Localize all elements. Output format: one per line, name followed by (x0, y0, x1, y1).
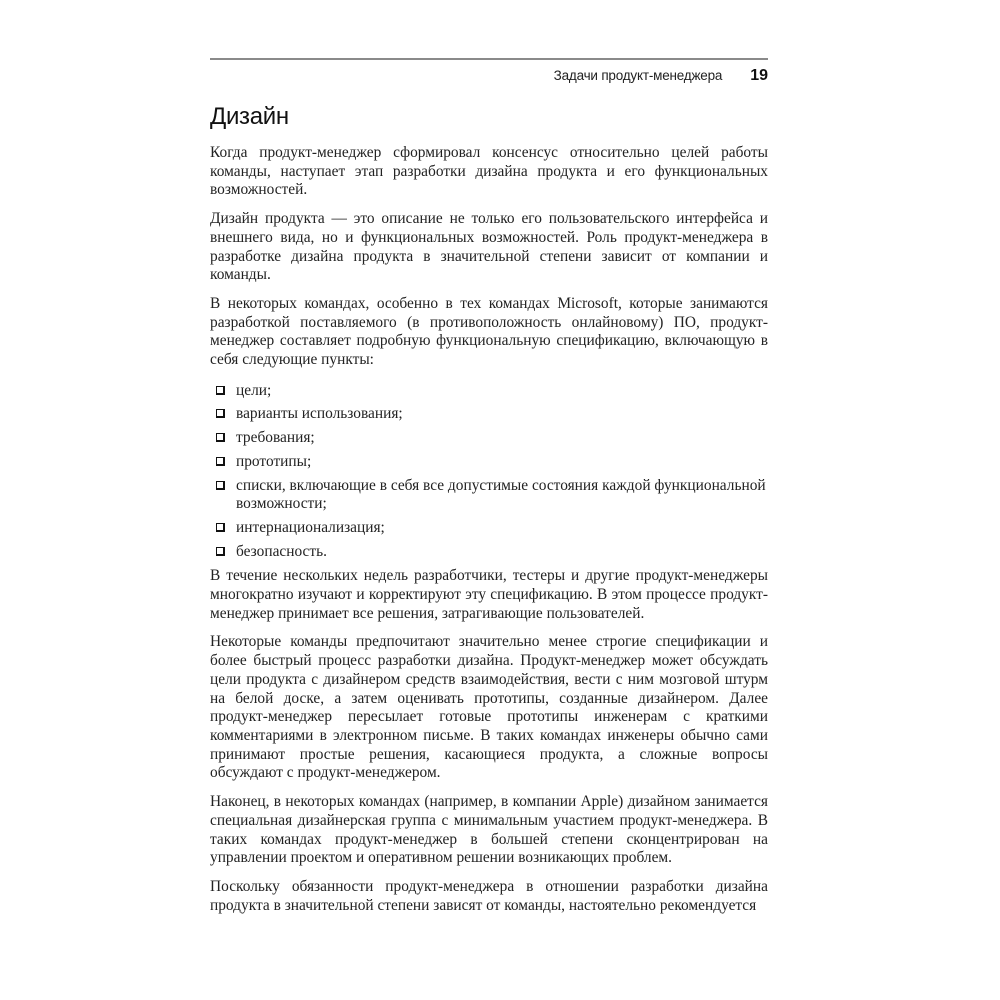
checkbox-icon (216, 457, 225, 466)
running-header (210, 67, 768, 87)
list-item: варианты использования; (210, 405, 768, 424)
checkbox-icon (216, 481, 225, 490)
list-item: прототипы; (210, 453, 768, 472)
body-text (210, 144, 768, 915)
checklist (210, 382, 768, 562)
paragraph: Наконец, в некоторых командах (например, в компании Apple) дизайном занимается специальная дизайнерская группа с минимальным участием продукт-менеджера. В таких командах продукт-менеджер в большей степени сконцентрирован на управлении проектом и оперативном решении возникающих проблем. (210, 793, 768, 867)
list-item: списки, включающие в себя все допустимые состояния каждой функциональной возможности; (210, 477, 768, 514)
checkbox-icon (216, 523, 225, 532)
section-title: Дизайн (210, 103, 289, 130)
list-item: цели; (210, 382, 768, 401)
checkbox-icon (216, 386, 225, 395)
paragraph: В некоторых командах, особенно в тех командах Microsoft, которые занимаются разработкой поставляемого (в противоположность онлайновому) ПО, продукт-менеджер составляет подробную функциональную спецификацию, включающую в себя следующие пункты: (210, 294, 768, 369)
list-item: требования; (210, 429, 768, 448)
checkbox-icon (216, 433, 225, 442)
paragraph: Когда продукт-менеджер сформировал консенсус относительно целей работы команды, наступает этап разработки дизайна продукта и его функциональных возможностей. (210, 144, 768, 199)
list-item: безопасность. (210, 543, 768, 562)
running-title: Задачи продукт-менеджера (553, 68, 723, 83)
paragraph: В течение нескольких недель разработчики, тестеры и другие продукт-менеджеры многократно изучают и корректируют эту спецификацию. В этом процессе продукт-менеджер принимает все решения, затрагивающие пользователей. (210, 567, 768, 622)
paragraph: Некоторые команды предпочитают значительно менее строгие спецификации и более быстрый процесс разработки дизайна. Продукт-менеджер может обсуждать цели продукта с дизайнером средств взаимодействия, вести с ним мозговой штурм на белой доске, а затем оценивать прототипы, созданные дизайнером. Далее продукт-менеджер пересылает готовые прототипы инженерам с краткими комментариями в электронном письме. В таких командах инженеры обычно сами принимают простые решения, касающиеся продукта, а сложные вопросы обсуждают с продукт-менеджером. (210, 633, 768, 782)
book-page (210, 58, 768, 915)
page-number: 19 (750, 67, 768, 84)
paragraph: Поскольку обязанности продукт-менеджера в отношении разработки дизайна продукта в значительной степени зависят от команды, настоятельно рекомендуется (210, 877, 768, 914)
header-rule (210, 58, 768, 60)
checkbox-icon (216, 547, 225, 556)
paragraph: Дизайн продукта — это описание не только его пользовательского интерфейса и внешнего вида, но и функциональных возможностей. Роль продукт-менеджера в разработке дизайна продукта в значительной степени зависит от компании и команды. (210, 210, 768, 284)
checkbox-icon (216, 409, 225, 418)
list-item: интернационализация; (210, 519, 768, 538)
